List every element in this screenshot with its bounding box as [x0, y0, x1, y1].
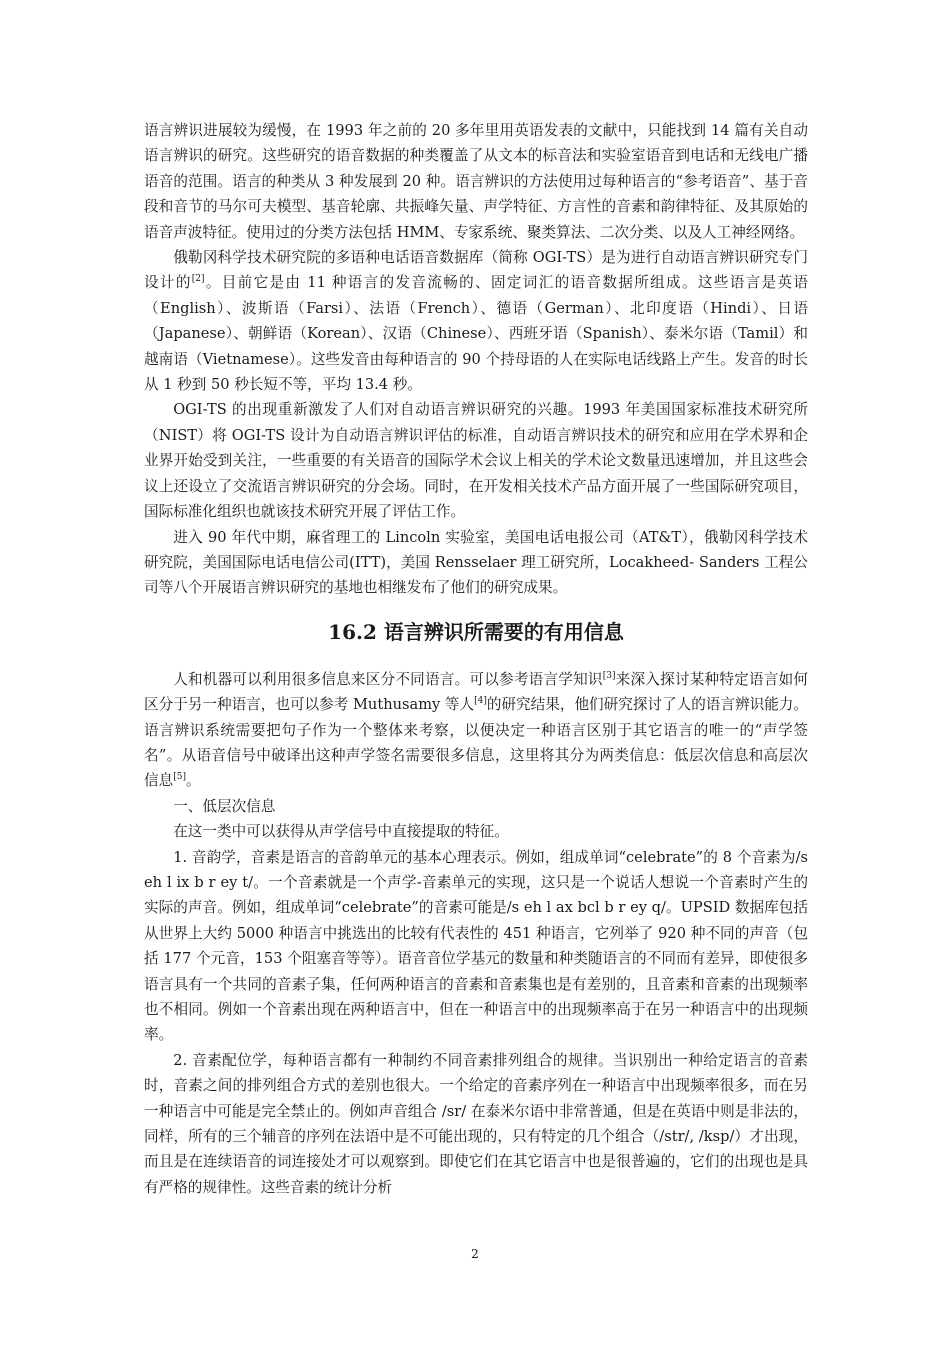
text-run: OGI-TS 的出现重新激发了人们对自动语言辨识研究的兴趣。1993 年美国国家标准技术研究所（NIST）将 OGI-TS 设计为自动语言辨识评估的标准，自动语言辨识技术的研究和应用在学术界和企业界开始受到关注，一些重要的有关语音的国际学术会议上相关的学术论文数量迅速增加，并且这些会议上还设立了交流语言辨识研究的分会场。同时，在开发相关技术产品方面开展了一些国际研究项目，国际标准化组织也就该技术研究开展了评估工作。: [144, 401, 808, 521]
text-run: 进入 90 年代中期，麻省理工的 Lincoln 实验室，美国电话电报公司（AT&T），俄勒冈科学技术研究院，美国国际电话电信公司(ITT)，美国 Rensselaer 理工研究所，Locakheed- Sanders 工程公司等八个开展语言辨识研究的基地也相继发布了他们的研究成果。: [144, 528, 808, 597]
text-run: 语言辨识进展较为缓慢，在 1993 年之前的 20 多年里用英语发表的文献中，只能找到 14 篇有关自动语言辨识的研究。这些研究的语音数据的种类覆盖了从文本的标音法和实验室语音到电话和无线电广播语音的范围。语言的种类从 3 种发展到 20 种。语言辨识的方法使用过每种语言的“参考语音”、基于音段和音节的马尔可夫模型、基音轮廓、共振峰矢量、声学特征、方言性的音素和韵律特征、及其原始的语音声波特征。使用过的分类方法包括 HMM、专家系统、聚类算法、二次分类、以及人工神经网络。: [144, 122, 808, 241]
text-run: 。目前它是由 11 种语言的发音流畅的、固定词汇的语音数据所组成。这些语言是英语（English）、波斯语（Farsi）、法语（French）、德语（German）、北印度语（Hindi）、日语（Japanese）、朝鲜语（Korean）、汉语（Chinese）、西班牙语（Spanish）、泰米尔语（Tamil）和越南语（Vietnamese）。这些发音由每种语言的 90 个持母语的人在实际电话线路上产生。发音的时长从 1 秒到 50 秒长短不等，平均 13.4 秒。: [144, 274, 808, 394]
text-run: 来深入探讨某种特定语言如何区分于另一种语言，也可以参考 Muthusamy 等人: [144, 670, 808, 714]
paragraphs-top: [144, 118, 808, 601]
text-run: 在这一类中可以获得从声学信号中直接提取的特征。: [173, 823, 509, 841]
section-heading: 16.2 语言辨识所需要的有用信息: [328, 619, 624, 644]
paragraph-p6: [144, 794, 808, 819]
text-run: 1. 音韵学，音素是语言的音韵单元的基本心理表示。例如，组成单词“celebrate”的 8 个音素为/s eh l ix b r ey t/。一个音素就是一个声学-音素单元的实现，这只是一个说话人想说一个音素时产生的实际的声音。例如，组成单词“celebrate”的音素可能是/s eh l ax bcl b r ey q/。UPSID 数据库包括从世界上大约 5000 种语言中挑选出的比较有代表性的 451 种语言，它列举了 920 种不同的声音（包括 177 个元音，153 个阻塞音等等）。语音音位学基元的数量和种类随语言的不同而有差异，即使很多语言具有一个共同的音素子集，任何两种语言的音素和音素集也是有差别的，且音素和音素的出现频率也不相同。例如一个音素出现在两种语言中，但在一种语言中的出现频率高于在另一种语言中的出现频率。: [144, 848, 808, 1044]
text-run: 。: [185, 772, 201, 790]
page-number: 2: [471, 1247, 479, 1261]
text-run: 俄勒冈科学技术研究院的多语种电话语音数据库（简称 OGI-TS）是为进行自动语言辨识研究专门设计的: [144, 249, 808, 292]
paragraph-p1: [144, 118, 808, 245]
citation-ref: [4]: [474, 696, 487, 707]
text-run: 的研究结果，他们研究探讨了人的语言辨识能力。语言辨识系统需要把句子作为一个整体来考察，以便决定一种语言区别于其它语言的唯一的“声学签名”。从语音信号中破译出这种声学签名需要很多信息，这里将其分为两类信息：低层次信息和高层次信息: [144, 696, 808, 790]
citation-ref: [5]: [173, 772, 186, 783]
citation-ref: [3]: [602, 670, 616, 681]
paragraph-p9: [144, 1048, 808, 1200]
paragraph-p5: [144, 667, 808, 794]
paragraphs-bottom: [144, 667, 808, 1201]
text-run: 2. 音素配位学，每种语言都有一种制约不同音素排列组合的规律。当识别出一种给定语言的音素时，音素之间的排列组合方式的差别也很大。一个给定的音素序列在一种语言中出现频率很多，而在另一种语言中可能是完全禁止的。例如声音组合 /sr/ 在泰米尔语中非常普通，但是在英语中则是非法的，同样，所有的三个辅音的序列在法语中是不可能出现的，只有特定的几个组合（/str/, /ksp/）才出现，而且是在连续语音的词连接处才可以观察到。即使它们在其它语言中也是很普遍的，它们的出现也是具有严格的规律性。这些音素的统计分析: [144, 1051, 808, 1196]
paragraph-p4: [144, 525, 808, 601]
paragraph-p7: [144, 819, 808, 844]
text-run: 人和机器可以利用很多信息来区分不同语言。可以参考语言学知识: [173, 670, 603, 688]
body-text: [144, 118, 808, 1200]
paragraph-p2: [144, 245, 808, 397]
text-run: 一、低层次信息: [173, 797, 276, 815]
paragraph-p3: [144, 397, 808, 524]
citation-ref: [2]: [191, 274, 205, 285]
paragraph-p8: [144, 845, 808, 1048]
